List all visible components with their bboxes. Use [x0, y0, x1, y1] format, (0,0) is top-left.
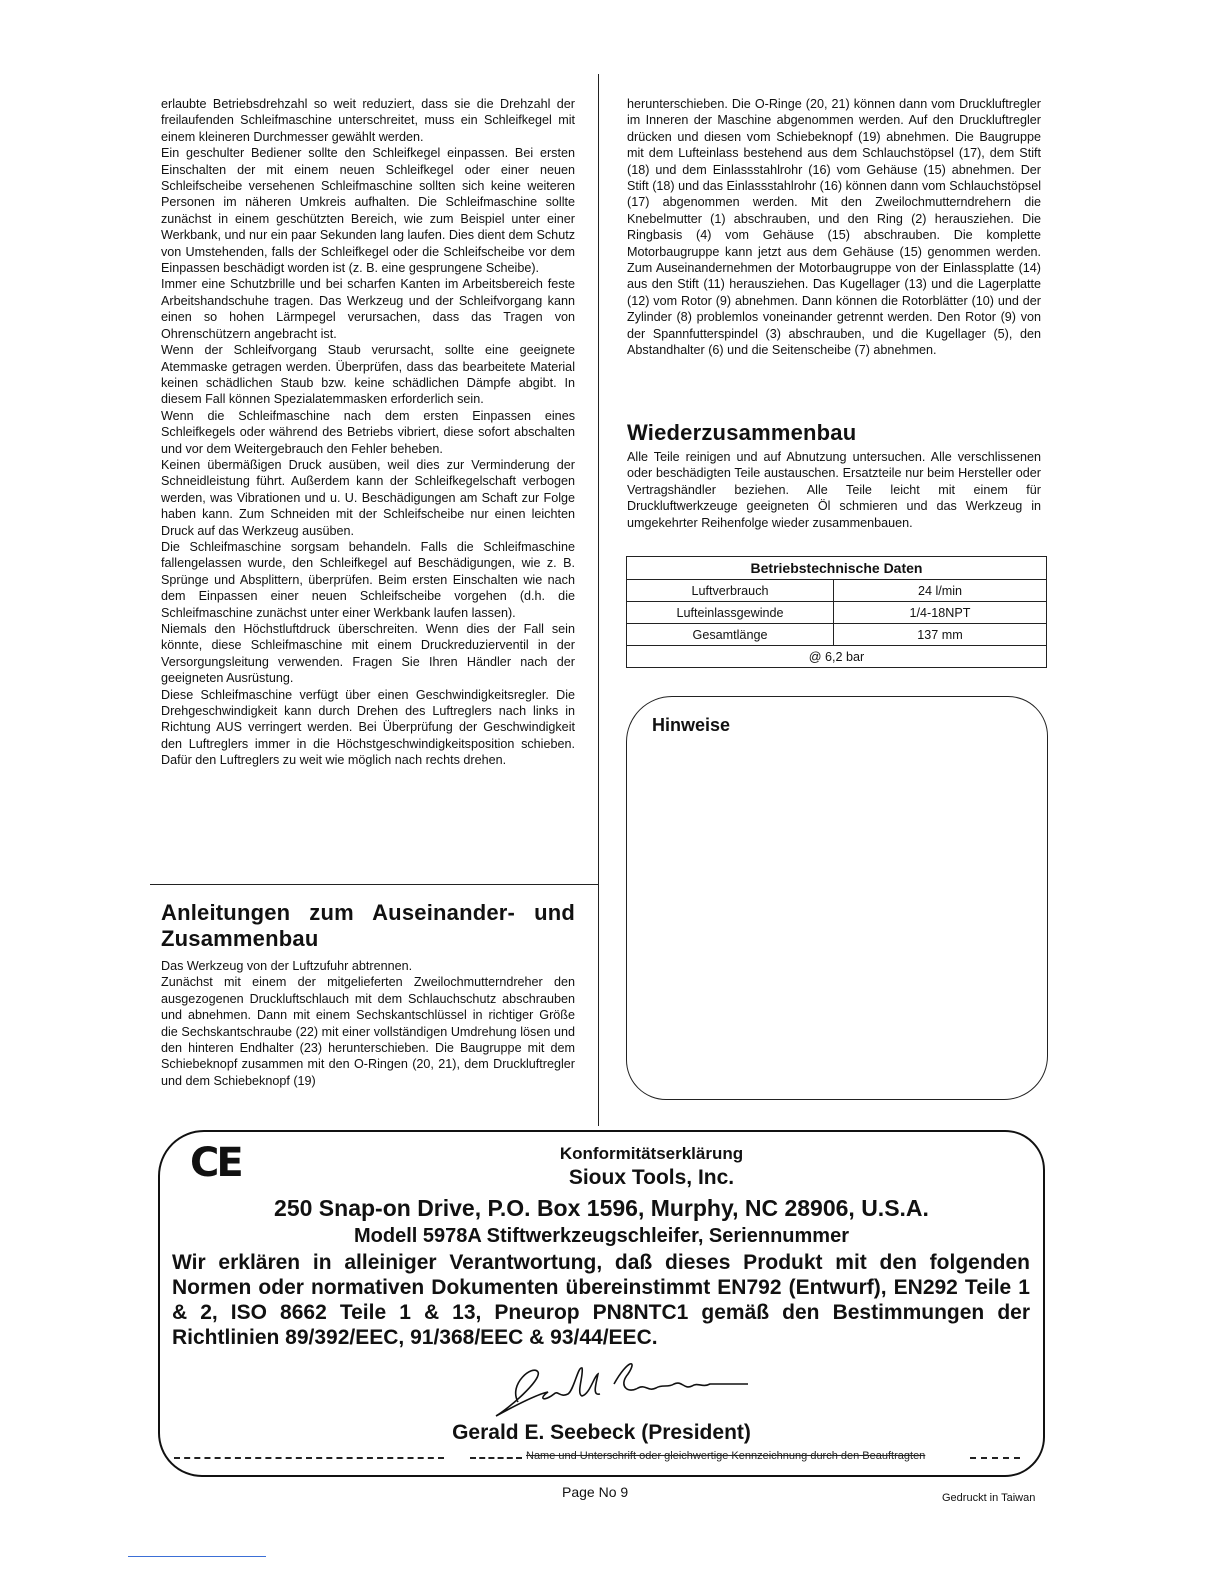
reassembly-text: Alle Teile reinigen und auf Abnutzung untersuchen. Alle verschlissenen oder beschädigten Teile austauschen. Ersatzteile nur beim Hersteller oder Vertragshändler beziehen. Alle Teile leicht mit einem für Druckluftwerkzeuge geeigneten Öl schmieren und das Werkzeug in umgekehrter Reihenfolge wieder zusammenbauen. [627, 450, 1041, 530]
assembly-heading: Anleitungen zum Auseinander- und Zusammenbau [161, 900, 575, 951]
declaration-company: Sioux Tools, Inc. [568, 1166, 735, 1189]
declaration-signer: Gerald E. Seebeck (President) [452, 1421, 751, 1444]
signature-caption: Name und Unterschrift oder gleichwertige Kennzeichnung durch den Beauftragten [526, 1450, 926, 1462]
specs-table [626, 556, 1047, 668]
spec-value: 1/4-18NPT [834, 602, 1047, 624]
spec-value: 24 l/min [834, 580, 1047, 602]
paragraph: Niemals den Höchstluftdruck überschreiten. Wenn dies der Fall sein könnte, diese Schleifmaschine mit einem Druckreduzierventil in der Versorgungsleitung verwenden. Fragen Sie Ihren Händler nach der geeigneten Ausrüstung. [161, 622, 575, 686]
column-divider [598, 74, 599, 1126]
spec-value: 137 mm [834, 624, 1047, 646]
table-row [627, 580, 1047, 602]
paragraph: Diese Schleifmaschine verfügt über einen Geschwindigkeitsregler. Die Drehgeschwindigkeit kann durch Drehen des Luftreglers nach links in Richtung AUS verringert werden. Bei Überprüfung der Geschwindigkeit den Luftreglers immer in die Höchstgeschwindigkeitsposition schieben. Dafür den Luftreglers zu weit wie möglich nach rechts drehen. [161, 687, 575, 768]
table-row [627, 602, 1047, 624]
paragraph: Immer eine Schutzbrille und bei scharfen Kanten im Arbeitsbereich feste Arbeitshandschuhe tragen. Das Werkzeug und der Schleifvorgang kann einen so hohen Lärmpegel verursachen, dass das Tragen von Ohrenschützern angebracht ist. [161, 277, 575, 341]
table-row [627, 624, 1047, 646]
declaration-box [158, 1130, 1045, 1477]
spec-label: Lufteinlassgewinde [627, 602, 834, 624]
paragraph: herunterschieben. Die O-Ringe (20, 21) können dann vom Druckluftregler im Inneren der Maschine abgenommen werden. Auf den Druckluftregler drücken und diesen vom Schiebeknopf (19) abnehmen. Die Baugruppe mit dem Lufteinlass bestehend aus dem Schlauchstöpsel (17), dem Stift (18) und dem Einlassstahlrohr (16) vom Gehäuse (15) abnehmen. Der Stift (18) und das Einlassstahlrohr (16) können dann vom Schlauchstöpsel (17) abgenommen werden. Mit den Zweilochmutterndrehern die Knebelmutter (1) abschrauben, und den Ring (2) herausziehen. Die Ringbasis (4) vom Gehäuse (15) abschrauben. Die komplette Motorbaugruppe kann jetzt aus dem Gehäuse (15) genommen werden. Zum Auseinandernehmen der Motorbaugruppe von der Einlassplatte (14) aus den Stift (11) herausziehen. Das Kugellager (13) und die Lagerplatte (12) vom Rotor (9) abnehmen. Dann können die Rotorblätter (10) und der Zylinder (8) problemlos voneinander getrennt werden. Den Rotor (9) von der Spannfutterspindel (3) abschrauben, und die Kugellager (5), den Abstandhalter (6) und die Seitenscheibe (7) abnehmen. [627, 97, 1041, 358]
paragraph: Ein geschulter Bediener sollte den Schleifkegel einpassen. Bei ersten Einschalten der mit einem neuen Schleifkegel oder einer neuen Schleifscheibe versehenen Schleifmaschine sollten sich keine weiteren Personen im näheren Umkreis aufhalten. Die Schleifmaschine sollte zunächst in einem geschützten Bereich, wie zum Beispiel unter einer Werkbank, und nur ein paar Sekunden lang laufen. Dies dient dem Schutz von Umstehenden, falls der Schleifkegel oder die Schleifscheibe vor dem Einpassen beschädigt worden ist (z. B. eine gesprungene Scheibe). [161, 146, 575, 276]
left-column [161, 96, 575, 769]
spec-label: Luftverbrauch [627, 580, 834, 602]
spec-label: Gesamtlänge [627, 624, 834, 646]
paragraph: Wenn die Schleifmaschine nach dem ersten Einpassen eines Schleifkegels oder während des Betriebs vibriert, diese sofort abschalten und vor dem Weitergebrauch den Fehler beheben. [161, 408, 575, 456]
paragraph: Wenn der Schleifvorgang Staub verursacht, sollte eine geeignete Atemmaske getragen werden. Überprüfen, dass das bearbeitete Material keinen schädlichen Staub bzw. keine schädlichen Dämpfe abgibt. In diesem Fall können Spezialatemmasken erforderlich sein. [161, 343, 575, 407]
paragraph: Die Schleifmaschine sorgsam behandeln. Falls die Schleifmaschine fallengelassen wurde, den Schleifkegel auf Beschädigungen, wie z. B. Sprünge und Absplittern, überprüfen. Beim ersten Einschalten wie nach dem Einpassen einer neuen Schleifscheibe vorgehen (d.h. die Schleifmaschine zunächst unter einer Werkbank laufen lassen). [161, 539, 575, 620]
right-column [627, 96, 1041, 359]
page-number: Page No 9 [562, 1484, 629, 1500]
declaration-address: 250 Snap-on Drive, P.O. Box 1596, Murphy, NC 28906, U.S.A. [274, 1195, 929, 1221]
ce-mark-logo: CE [190, 1140, 241, 1186]
notes-title: Hinweise [652, 715, 731, 735]
bottom-rule [128, 1556, 266, 1557]
paragraph: Zunächst mit einem der mitgelieferten Zweilochmutterndreher den ausgezogenen Druckluftschlauch mit dem Schlauchschutz abschrauben und abnehmen. Dann mit einem Sechskantschlüssel in richtiger Größe die Sechskantschraube (22) mit einer vollständigen Umdrehung lösen und den hinteren Endhalter (23) herunterschieben. Die Baugruppe mit dem Schiebeknopf zusammen mit den O-Ringen (20, 21), dem Druckluftregler und dem Schiebeknopf (19) [161, 975, 575, 1088]
dashed-line [174, 1457, 444, 1459]
spec-footer: @ 6,2 bar [627, 646, 1047, 668]
printed-in: Gedruckt in Taiwan [942, 1492, 1036, 1504]
dashed-line [470, 1457, 522, 1459]
dashed-line [970, 1457, 1020, 1459]
section-divider [150, 884, 599, 885]
assembly-section [161, 900, 575, 1089]
paragraph: Keinen übermäßigen Druck ausüben, weil dies zur Verminderung der Schneidleistung führt. Außerdem kann der Schleifkegelschaft verbogen werden, was Vibrationen und u. U. Beschädigungen am Schaft zur Folge haben kann. Zum Schneiden mit der Schleifscheibe nur einen leichten Druck auf das Werkzeug ausüben. [161, 457, 575, 538]
declaration-model: Modell 5978A Stiftwerkzeugschleifer, Seriennummer [354, 1225, 849, 1247]
specs-title: Betriebstechnische Daten [627, 557, 1047, 580]
reassembly-heading: Wiederzusammenbau [627, 420, 857, 445]
declaration-statement: Wir erklären in alleiniger Verantwortung, daß dieses Produkt mit den folgenden Normen oder normativen Dokumenten übereinstimmt EN792 (Entwurf), EN292 Teile 1 & 2, ISO 8662 Teile 1 & 13, Pneurop PN8NTC1 gemäß den Bestimmungen der Richtlinien 89/392/EEC, 91/368/EEC & 93/44/EEC. [172, 1251, 1030, 1349]
declaration-title: Konformitätserklärung [559, 1144, 744, 1163]
table-header-row [627, 557, 1047, 580]
table-row [627, 646, 1047, 668]
notes-box [626, 696, 1048, 1100]
signature-image [478, 1354, 758, 1424]
paragraph: Das Werkzeug von der Luftzufuhr abtrennen. [161, 959, 413, 973]
paragraph: erlaubte Betriebsdrehzahl so weit reduziert, dass sie die Drehzahl der freilaufenden Schleifmaschine unterschreitet, muss ein Schleifkegel mit einem kleineren Durchmesser gewählt werden. [161, 97, 575, 144]
